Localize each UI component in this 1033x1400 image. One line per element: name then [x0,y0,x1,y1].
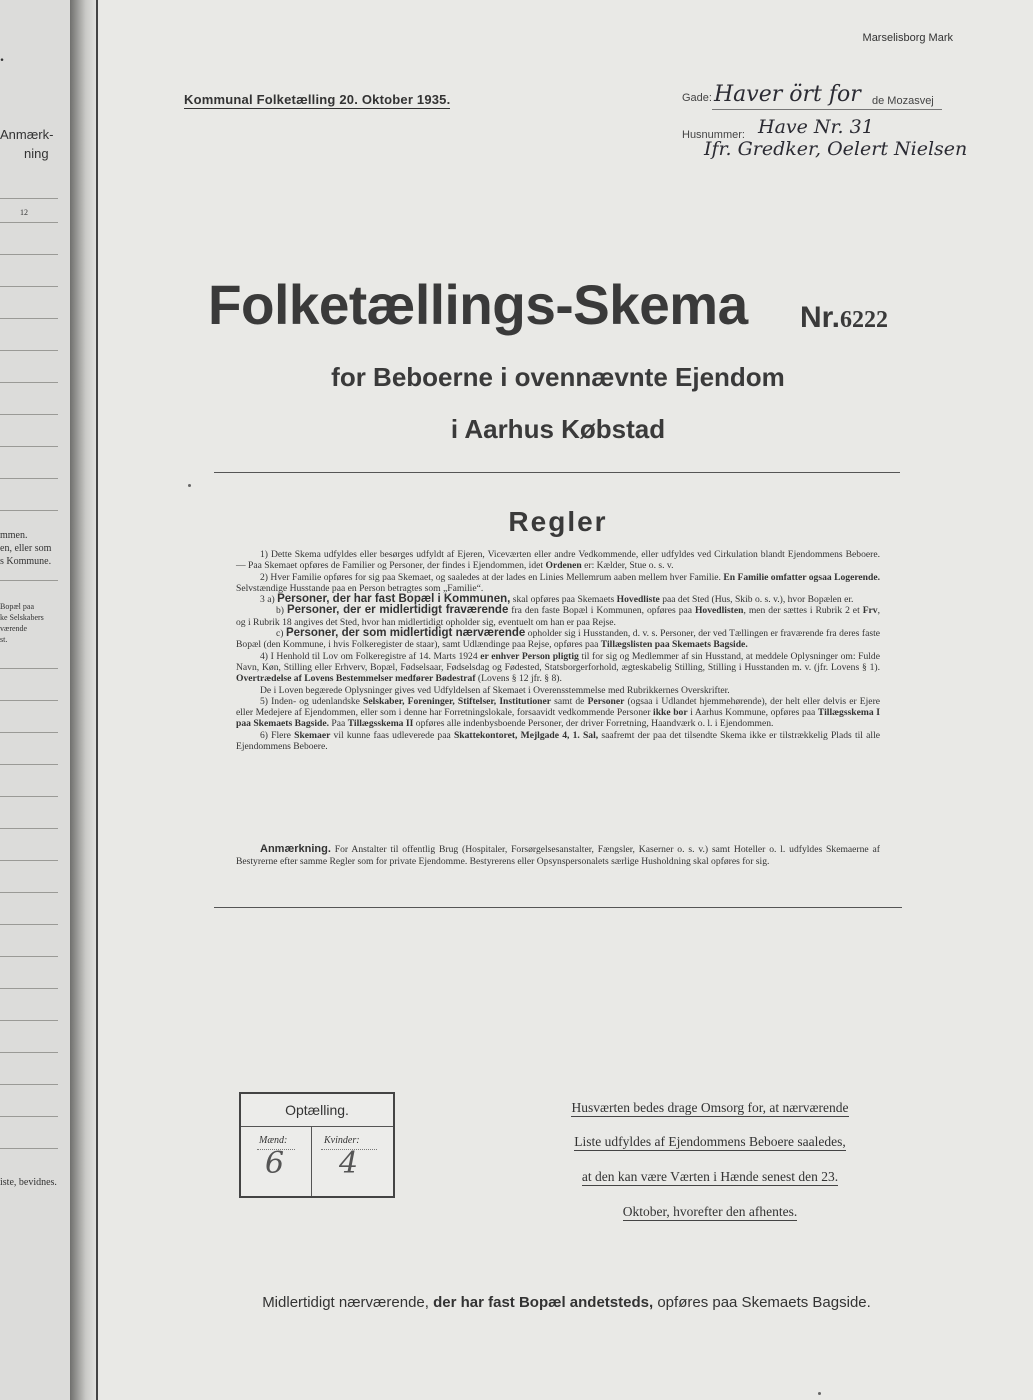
form-subtitle-1: for Beboerne i ovennævnte Ejendom [331,362,785,392]
rule-5: 5) Inden- og udenlandske Selskaber, Foreninger, Stiftelser, Institutioner samt de Personer (ogsaa i Udlandet hjemmehørende), der helt eller delvis er Ejere eller Medejere af Ejendommen, eller som i denne har Forretningslokale, forsaavidt vedkommende Personer ikke bor i Aarhus Kommune, opføres paa Tillægsskema I paa Skemaets Bagside. Paa Tillægsskema II opføres alle indenbysboende Personer, der driver Forretning, Haandværk o. l. i Ejendommen. [236,695,881,730]
census-heading: Kommunal Folketælling 20. Oktober 1935. [184,92,451,107]
form-number-value: 6222 [840,307,889,333]
husvaerten-line: Oktober, hvorefter den afhentes. [622,1204,798,1219]
optaelling-title: Optælling. [285,1102,349,1118]
left-page-edge [0,0,72,1400]
left-page-fragment: st. [0,635,8,644]
husnummer-handwritten: Have Nr. 31 [758,116,874,138]
page-gutter [70,0,96,1400]
left-page-dot: . [0,48,4,65]
husnummer-handwritten-2: Ifr. Gredker, Oelert Nielsen [704,138,968,160]
rule-4b: De i Loven begærede Oplysninger gives ved Udfyldelsen af Skemaet i Overensstemmelse med Rubrikkernes Overskrifter. [260,684,730,696]
rules-text [236,549,880,752]
husvaerten-line: Liste udfyldes af Ejendommens Beboere saaledes, [574,1134,846,1149]
form-number-label: Nr. [800,301,841,334]
anmaerkning-label: Anmærkning. [260,843,331,855]
left-page-fragment: iste, bevidnes. [0,1177,57,1188]
left-page-fragment: en, eller som [0,543,52,554]
optaelling-box [239,1092,395,1198]
rule-2: 2) Hver Familie opføres for sig paa Skemaet, og saaledes at der lades en Linies Mellemrum aaben mellem hver Familie. En Familie omfatter ogsaa Logerende. Selvstændige Husstande paa en Person betragtes som „Familie“. [236,571,880,594]
kvinder-label: Kvinder: [324,1135,360,1146]
left-page-fragment: 12 [20,208,28,217]
left-page-fragment: Anmærk- [0,127,54,142]
left-page-fragment: Bopæl paa [0,602,34,611]
left-page-fragment: ke Selskabers [0,613,44,622]
husnummer-label: Husnummer: [682,129,745,141]
left-page-fragment: mmen. [0,530,28,541]
district-label: Marselisborg Mark [862,32,953,44]
rule-3a: 3 a) Personer, der har fast Bopæl i Kommunen, skal opføres paa Skemaets Hovedliste paa det Sted (Hus, Skib o. s. v.), hvor Bopælen er. [260,593,854,606]
divider [214,907,902,908]
left-page-fragment: ning [24,146,49,161]
rule-3b: b) Personer, der er midlertidigt fraværende fra den faste Bopæl i Kommunen, opføres paa Hovedlisten, men der sættes i Rubrik 2 et Frv, og i Rubrik 18 angives det Sted, hvor han midlertidigt opholder sig, eventuelt om han er paa Rejse. [236,604,881,628]
husvaerten-line: Husværten bedes drage Omsorg for, at nærværende [571,1100,849,1115]
maend-count: 6 [265,1146,285,1181]
maend-label: Mænd: [259,1135,288,1146]
kvinder-count: 4 [339,1146,359,1181]
gade-label: Gade: [682,92,712,104]
rule-1: 1) Dette Skema udfyldes eller besørges udfyldt af Ejeren, Viceværten eller andre Vedkommende, eller udfyldes ved Cirkulation blandt Ejendommens Beboere. — Paa Skemaet opføres de Familier og Personer, der findes i Ejendommen, idet Ordenen er: Kælder, Stue o. s. v. [236,549,880,572]
gade-handwritten: Haver ört for [714,82,861,107]
gade-underline [712,109,942,110]
husvaerten-line: at den kan være Værten i Hænde senest den 23. [581,1169,839,1184]
footer-note: Midlertidigt nærværende, der har fast Bopæl andetsteds, opføres paa Skemaets Bagside. [262,1294,871,1311]
form-number [800,301,888,335]
rules-heading: Regler [508,506,608,537]
rule-6: 6) Flere Skemaer vil kunne faas udleverede paa Skattekontoret, Mejlgade 4, 1. Sal, saafremt der paa det tilsendte Skema ikke er tilstrækkelig Plads til alle Ejendommens Beboere. [236,729,880,753]
form-subtitle-2: i Aarhus Købstad [450,414,666,444]
left-page-fragment: værende [0,624,28,633]
anmaerkning-note [236,844,880,867]
anmaerkning-text: For Anstalter til offentlig Brug (Hospitaler, Forsørgelsesanstalter, Fængsler, Kaserner o. s. v.) samt Hoteller o. l. udfyldes Skemaerne af Bestyrerne efter samme Regler som for private Ejendomme. Bestyrerens eller Opsynspersonalets særlige Husholdning skal opføres for sig. [236,844,880,867]
rule-3c: c) Personer, der som midlertidigt nærværende opholder sig i Husstanden, d. v. s. Personer, der ved Tællingen er fraværende fra deres faste Bopæl (den Kommune, i hvis Folkeregister de staar), samt Udlændinge paa Rejse, opføres paa Tillægslisten paa Skemaets Bagside. [236,627,880,651]
form-title: Folketællings-Skema [208,273,748,336]
rule-4: 4) I Henhold til Lov om Folkeregistre af 14. Marts 1924 er enhver Person pligtig til for sig og Medlemmer af sin Husstand, at meddele Oplysninger om: Fulde Navn, Køn, Stilling eller Erhverv, Bopæl, Fødselsaar, Fødselsdag og Fødested, Statsborgerforhold, ægteskabelig Stilling, Stilling i Husstanden m. v. (jfr. Lovens § 1). Overtrædelse af Lovens Bestemmelser medfører Bødestraf (Lovens § 12 jfr. § 8). [236,650,880,685]
gade-printed: de Mozasvej [872,95,934,107]
left-page-fragment: s Kommune. [0,556,52,567]
census-form-page [96,0,1033,1400]
divider [214,472,900,473]
